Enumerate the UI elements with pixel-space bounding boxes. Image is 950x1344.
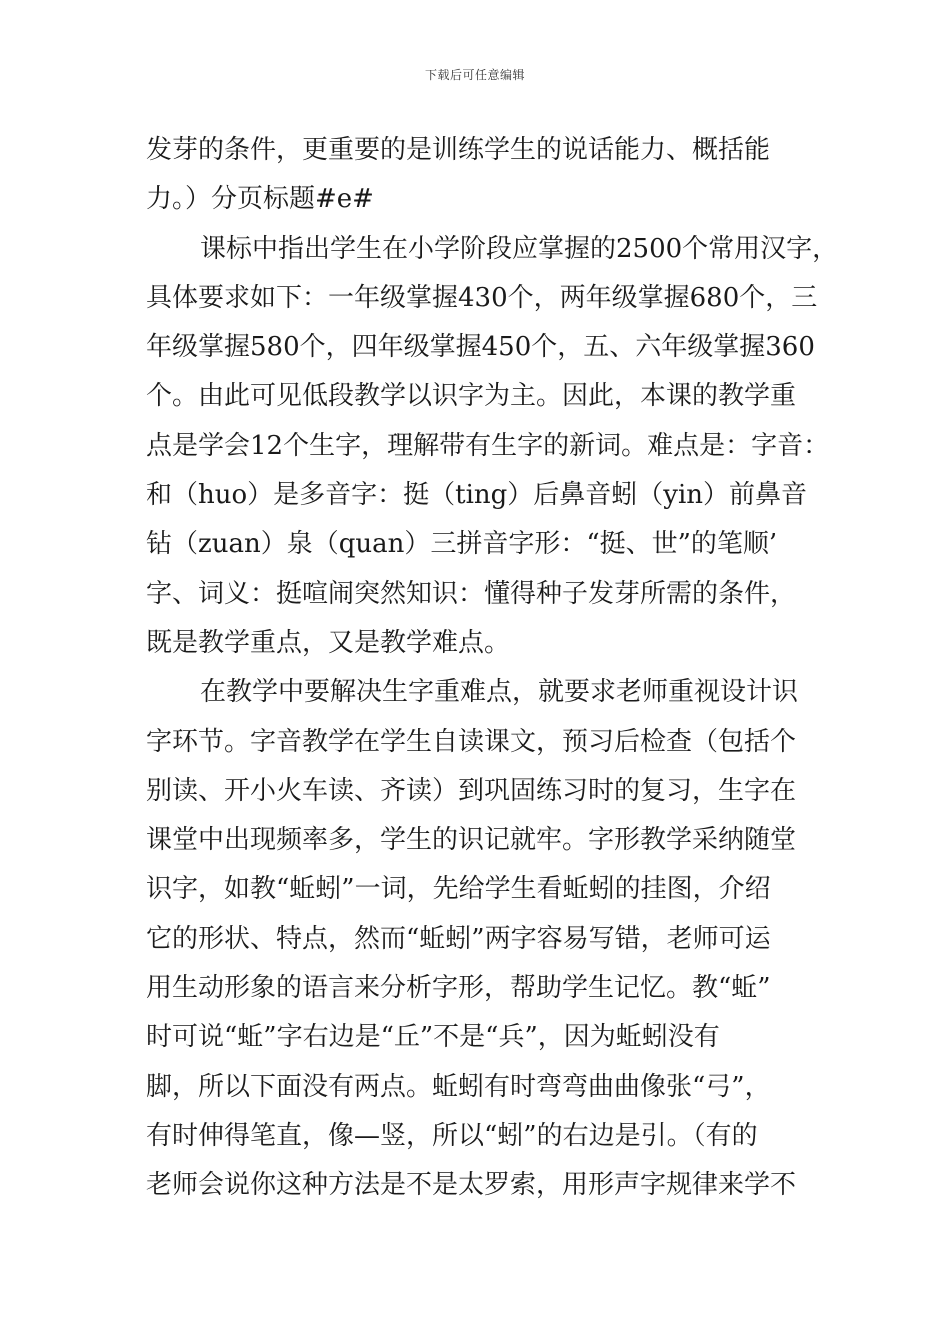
- document-body: [146, 126, 839, 1211]
- text-line: 和（huo）是多音字：挺（ting）后鼻音蚓（yin）前鼻音: [146, 480, 808, 511]
- text-line: 字、词义：挺喧闹突然知识：懂得种子发芽所需的条件，: [146, 578, 797, 609]
- text-line: 识字，如教“蚯蚓”一词，先给学生看蚯蚓的挂图，介绍: [146, 874, 771, 905]
- text-line: 它的形状、特点，然而“蚯蚓”两字容易写错，老师可运: [146, 923, 771, 954]
- text-line: 具体要求如下：一年级掌握430个，两年级掌握680个，三: [146, 282, 818, 313]
- text-line: 有时伸得笔直，像—竖，所以“蚓”的右边是引。（有的: [146, 1120, 758, 1151]
- text-line: 课堂中出现频率多，学生的识记就牢。字形教学采纳随堂: [146, 825, 797, 856]
- text-line: 个。由此可见低段教学以识字为主。因此，本课的教学重: [146, 381, 797, 412]
- text-line: 别读、开小火车读、齐读）到巩固练习时的复习，生字在: [146, 775, 797, 806]
- text-line: 脚，所以下面没有两点。蚯蚓有时弯弯曲曲像张“弓”，: [146, 1071, 771, 1102]
- paragraph-start-line: 课标中指出学生在小学阶段应掌握的2500个常用汉字，: [200, 233, 839, 264]
- paragraph-start-line: 在教学中要解决生字重难点，就要求老师重视设计识: [200, 677, 799, 708]
- text-line: 时可说“蚯”字右边是“丘”不是“兵”，因为蚯蚓没有: [146, 1022, 720, 1053]
- text-line: 字环节。字音教学在学生自读课文，预习后检查（包括个: [146, 726, 797, 757]
- text-line: 发芽的条件，更重要的是训练学生的说话能力、概括能: [146, 135, 771, 165]
- page-header: 下载后可任意编辑: [424, 68, 525, 82]
- text-line: 钻（zuan）泉（quan）三拼音字形：“挺、世”的笔顺’: [146, 529, 778, 560]
- text-line: 年级掌握580个，四年级掌握450个，五、六年级掌握360: [146, 332, 815, 363]
- text-line: 既是教学重点，又是教学难点。: [146, 627, 511, 658]
- text-line: 力。）分页标题#e#: [146, 184, 374, 215]
- text-line: 点是学会12个生字，理解带有生字的新词。难点是：字音：: [146, 430, 830, 461]
- text-line: 用生动形象的语言来分析字形，帮助学生记忆。教“蚯”: [146, 973, 771, 1004]
- text-line: 老师会说你这种方法是不是太罗索，用形声字规律来学不: [146, 1170, 797, 1201]
